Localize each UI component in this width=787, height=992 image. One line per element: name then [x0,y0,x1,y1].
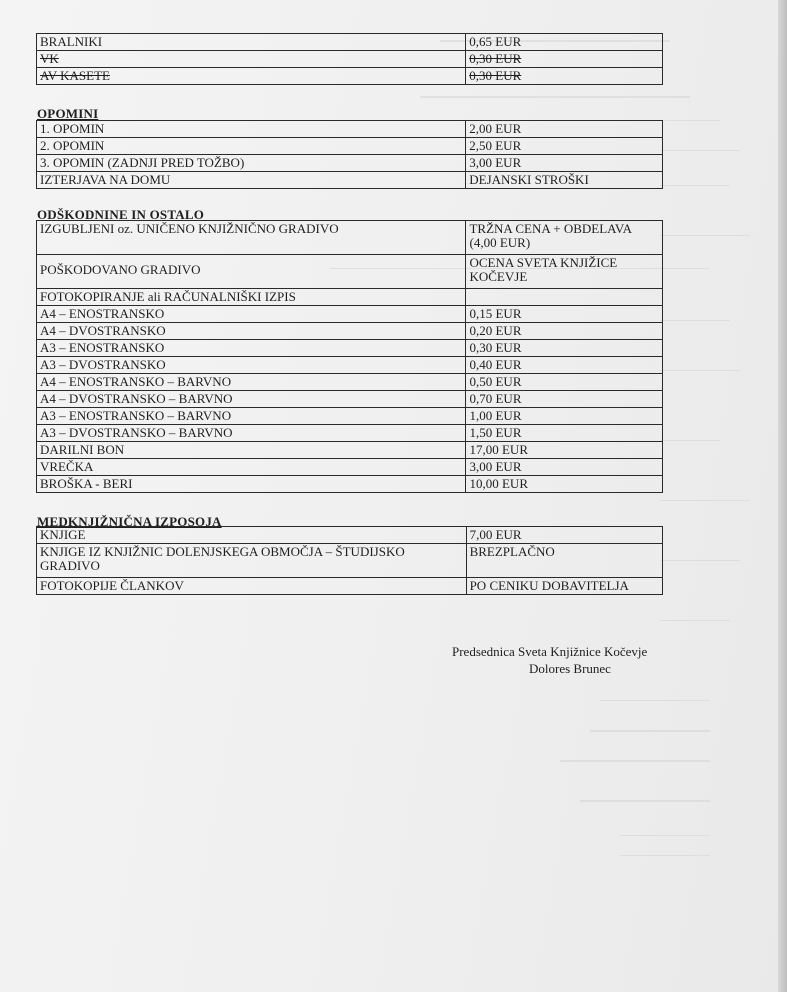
row-value: 0,70 EUR [466,391,663,408]
row-value: 0,15 EUR [466,306,663,323]
row-label: A4 – DVOSTRANSKO – BARVNO [37,391,466,408]
row-value: 0,40 EUR [466,357,663,374]
signature-title: Predsednica Sveta Knjižnice Kočevje [452,644,648,659]
table-row [37,121,663,138]
table-row [37,374,663,391]
row-label: A3 – ENOSTRANSKO [37,340,466,357]
row-label: 3. OPOMIN (ZADNJI PRED TOŽBO) [37,155,466,172]
row-label: BROŠKA - BERI [37,476,466,493]
table-row [37,289,663,306]
row-label: 1. OPOMIN [37,121,466,138]
row-label: IZGUBLJENI oz. UNIČENO KNJIŽNIČNO GRADIVO [37,221,466,255]
row-value: OCENA SVETA KNJIŽICE KOČEVJE [466,255,663,289]
table-row [37,527,663,544]
table-row [37,323,663,340]
bleed-through-mark [660,370,740,371]
top-price-table [36,33,663,85]
table-row [37,425,663,442]
bleed-through-mark [420,96,690,98]
row-value: 0,30 EUR [466,68,663,85]
signature-name: Dolores Brunec [529,661,611,676]
table-row [37,340,663,357]
row-label: DARILNI BON [37,442,466,459]
bleed-through-mark [620,855,710,856]
bleed-through-mark [600,700,710,701]
row-label: KNJIGE IZ KNJIŽNIC DOLENJSKEGA OBMOČJA – ŠTUDIJSKO GRADIVO [37,544,467,578]
opomini-table [36,120,663,189]
bleed-through-mark [660,440,720,441]
row-label: A3 – DVOSTRANSKO – BARVNO [37,425,466,442]
row-value: 1,50 EUR [466,425,663,442]
bleed-through-mark [660,235,750,236]
row-value: 0,30 EUR [466,51,663,68]
table-row [37,221,663,255]
row-label: IZTERJAVA NA DOMU [37,172,466,189]
page-edge-shadow [778,0,787,992]
bleed-through-mark [590,730,710,732]
bleed-through-mark [660,620,730,621]
row-value: PO CENIKU DOBAVITELJA [466,578,662,595]
row-label: A3 – DVOSTRANSKO [37,357,466,374]
table-row [37,255,663,289]
row-label: A4 – ENOSTRANSKO [37,306,466,323]
table-row [37,155,663,172]
row-label: VREČKA [37,459,466,476]
row-value: 17,00 EUR [466,442,663,459]
row-value: 3,00 EUR [466,459,663,476]
table-row [37,391,663,408]
row-value: 0,50 EUR [466,374,663,391]
table-row [37,408,663,425]
row-value: BREZPLAČNO [466,544,662,578]
table-row [37,442,663,459]
medknjiznicna-table [36,526,663,595]
row-value: TRŽNA CENA + OBDELAVA (4,00 EUR) [466,221,663,255]
bleed-through-mark [620,835,710,836]
bleed-through-mark [660,560,740,561]
table-row [37,357,663,374]
table-row [37,172,663,189]
table-row [37,51,663,68]
row-label: POŠKODOVANO GRADIVO [37,255,466,289]
table-row [37,34,663,51]
bleed-through-mark [660,150,740,151]
odskodnine-table [36,220,663,493]
table-row [37,138,663,155]
section-heading-odskodnine: ODŠKODNINE IN OSTALO [37,207,205,222]
row-value: 2,50 EUR [466,138,663,155]
bleed-through-mark [660,500,750,501]
bleed-through-mark [560,760,710,762]
row-value: 7,00 EUR [466,527,662,544]
row-label: FOTOKOPIJE ČLANKOV [37,578,467,595]
row-value: 0,30 EUR [466,340,663,357]
row-label: FOTOKOPIRANJE ali RAČUNALNIŠKI IZPIS [37,289,466,306]
row-label: KNJIGE [37,527,467,544]
row-label: VK [37,51,466,68]
table-row [37,476,663,493]
row-value: 1,00 EUR [466,408,663,425]
row-value: 3,00 EUR [466,155,663,172]
table-row [37,578,663,595]
table-row [37,306,663,323]
row-value: 0,65 EUR [466,34,663,51]
row-label: A4 – DVOSTRANSKO [37,323,466,340]
table-row [37,459,663,476]
bleed-through-mark [660,185,730,186]
section-heading-opomini: OPOMINI [37,106,99,121]
table-row [37,544,663,578]
bleed-through-mark [660,320,730,321]
table-row [37,68,663,85]
section-heading-medknjiznicna: MEDKNJIŽNIČNA IZPOSOJA [37,514,222,529]
row-label: 2. OPOMIN [37,138,466,155]
bleed-through-mark [660,120,720,121]
row-value: DEJANSKI STROŠKI [466,172,663,189]
row-value-empty [466,289,663,306]
row-value: 2,00 EUR [466,121,663,138]
row-label: AV KASETE [37,68,466,85]
row-label: A4 – ENOSTRANSKO – BARVNO [37,374,466,391]
row-value: 10,00 EUR [466,476,663,493]
row-label: BRALNIKI [37,34,466,51]
bleed-through-mark [580,800,710,802]
row-value: 0,20 EUR [466,323,663,340]
row-label: A3 – ENOSTRANSKO – BARVNO [37,408,466,425]
